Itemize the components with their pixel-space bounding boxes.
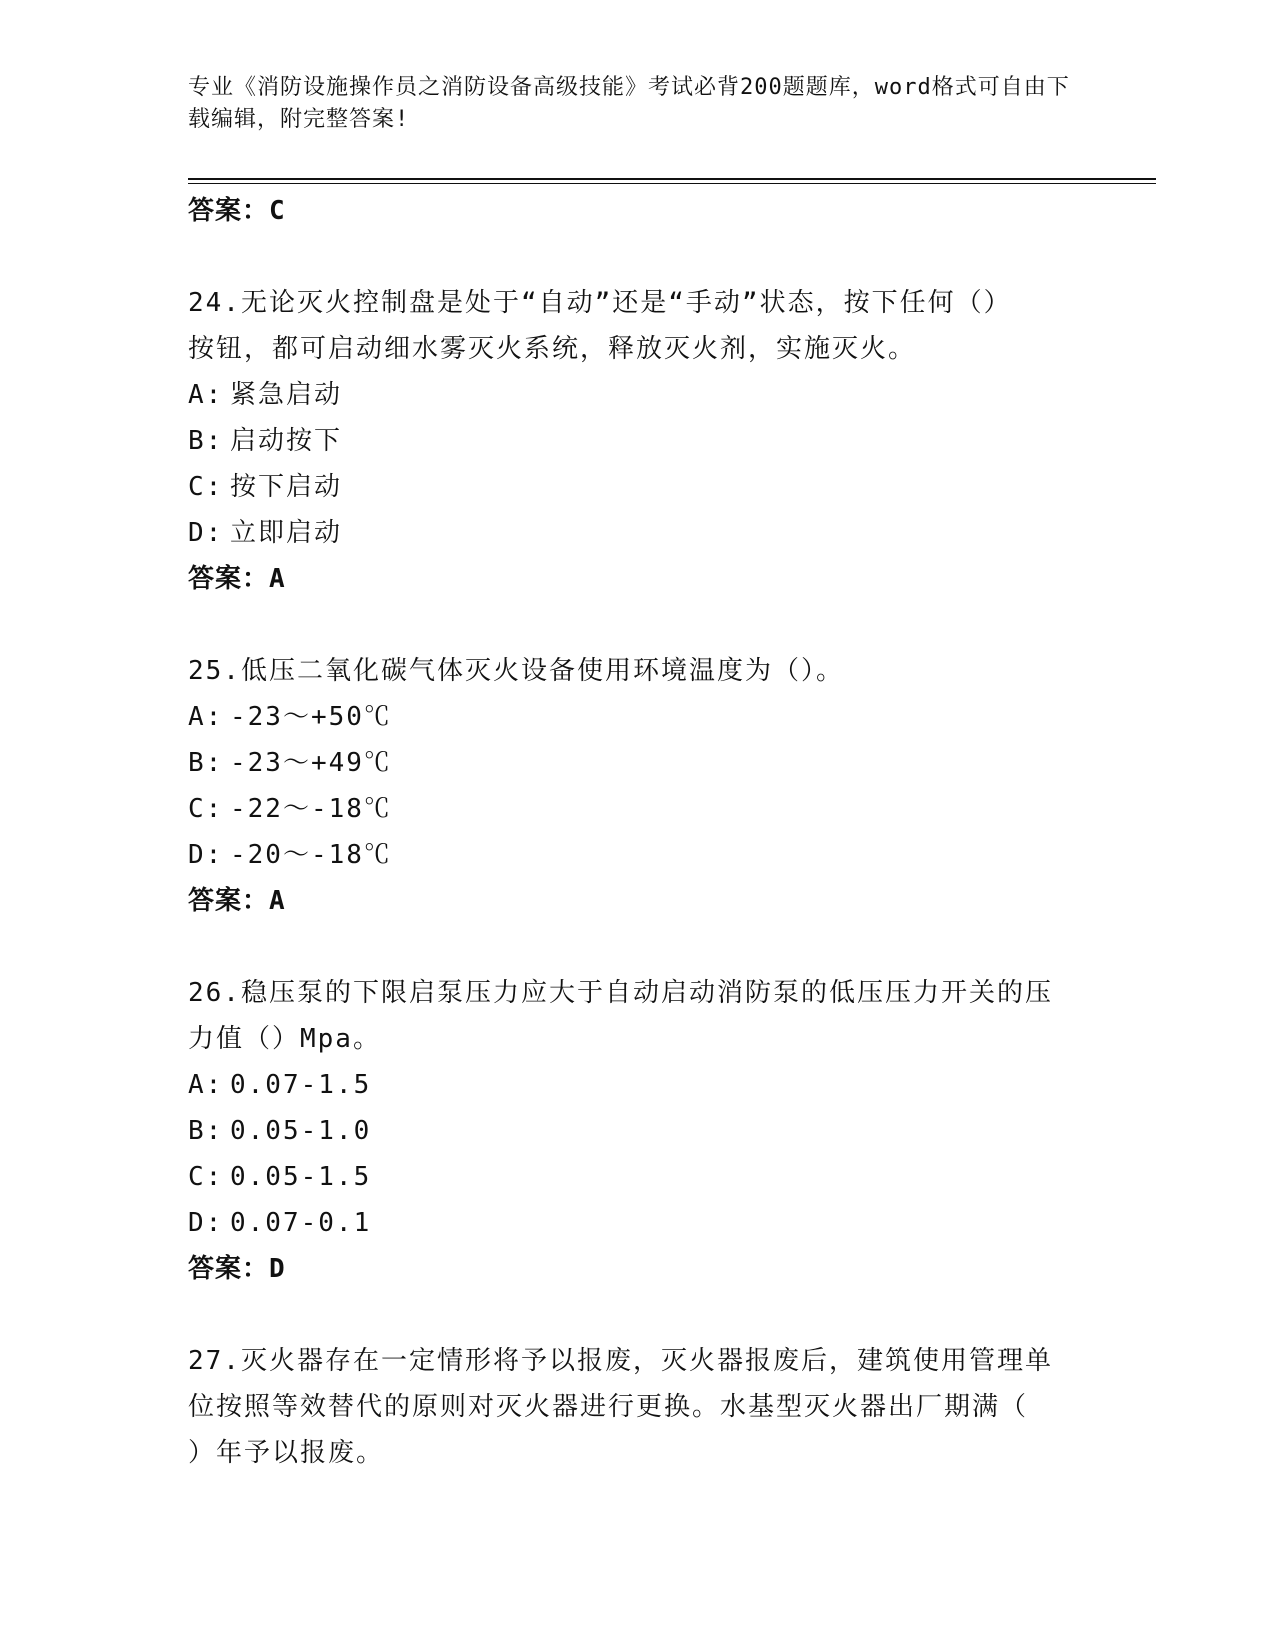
question-stem-line: 按钮，都可启动细水雾灭火系统，释放灭火剂，实施灭火。: [188, 334, 917, 364]
option-row: [188, 1062, 1088, 1108]
header-rule-thick: [188, 178, 1156, 180]
option-text: 紧急启动: [230, 380, 343, 410]
question-stem-line: 26.稳压泵的下限启泵压力应大于自动启动消防泵的低压压力开关的压: [188, 978, 1053, 1008]
option-letter: A:: [188, 702, 224, 732]
question-stem-line: 位按照等效替代的原则对灭火器进行更换。水基型灭火器出厂期满（: [188, 1392, 1029, 1422]
answer-line: 答案：A: [188, 886, 286, 916]
option-text: 0.05-1.0: [230, 1116, 372, 1146]
question-stem-line: 27.灭火器存在一定情形将予以报废，灭火器报废后，建筑使用管理单: [188, 1346, 1053, 1376]
option-letter: B:: [188, 426, 224, 456]
option-row: [188, 372, 1088, 418]
option-row: [188, 694, 1088, 740]
option-letter: A:: [188, 1070, 224, 1100]
option-text: -23～+50℃: [230, 702, 392, 732]
option-row: [188, 1108, 1088, 1154]
option-letter: D:: [188, 1208, 224, 1238]
question-block: [188, 648, 1088, 924]
option-row: [188, 1200, 1088, 1246]
option-row: [188, 510, 1088, 556]
option-letter: D:: [188, 840, 224, 870]
option-letter: A:: [188, 380, 224, 410]
option-letter: C:: [188, 794, 224, 824]
option-letter: C:: [188, 1162, 224, 1192]
document-body: [188, 188, 1088, 1476]
option-row: [188, 786, 1088, 832]
option-row: [188, 1154, 1088, 1200]
header-rule-thin: [188, 183, 1156, 184]
option-row: [188, 740, 1088, 786]
option-letter: B:: [188, 1116, 224, 1146]
question-stem-line: 力值（）Mpa。: [188, 1024, 381, 1054]
question-stem-line: 25.低压二氧化碳气体灭火设备使用环境温度为（）。: [188, 656, 844, 686]
question-stem-line: 24.无论灭火控制盘是处于“自动”还是“手动”状态，按下任何（）: [188, 288, 1012, 318]
option-text: 0.07-0.1: [230, 1208, 372, 1238]
answer-line: 答案：C: [188, 196, 286, 226]
option-row: [188, 832, 1088, 878]
question-stem-line: ）年予以报废。: [188, 1438, 385, 1468]
option-letter: D:: [188, 518, 224, 548]
question-block: [188, 970, 1088, 1292]
option-text: 0.07-1.5: [230, 1070, 372, 1100]
option-text: 按下启动: [230, 472, 343, 502]
option-text: -20～-18℃: [230, 840, 392, 870]
option-text: -23～+49℃: [230, 748, 392, 778]
option-row: [188, 464, 1088, 510]
option-text: 0.05-1.5: [230, 1162, 372, 1192]
answer-line: 答案：A: [188, 564, 286, 594]
document-header: 专业《消防设施操作员之消防设备高级技能》考试必背200题题库，word格式可自由下载编辑，附完整答案!: [188, 75, 1070, 132]
option-letter: B:: [188, 748, 224, 778]
question-block: [188, 280, 1088, 602]
option-text: -22～-18℃: [230, 794, 392, 824]
question-list: [188, 280, 1088, 1476]
option-text: 启动按下: [230, 426, 343, 456]
option-letter: C:: [188, 472, 224, 502]
option-text: 立即启动: [230, 518, 343, 548]
answer-line: 答案：D: [188, 1254, 286, 1284]
option-row: [188, 418, 1088, 464]
question-block: [188, 1338, 1088, 1476]
